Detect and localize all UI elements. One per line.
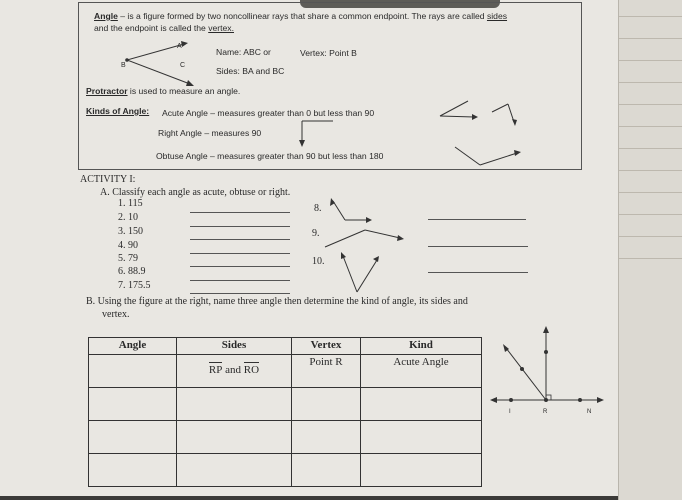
point-b-label: B <box>121 62 126 69</box>
acute-angle-text: Acute Angle – measures greater than 0 but less than 90 <box>162 108 375 118</box>
part-b-instructions-line2: vertex. <box>102 309 130 320</box>
ray-rp: RP <box>208 364 223 376</box>
item-4: 4. 90 <box>118 240 138 251</box>
header-angle: Angle <box>89 338 177 355</box>
part-b-instructions: B. Using the figure at the right, name three angle then determine the kind of angle, its sides and <box>86 296 468 307</box>
obtuse-angle-text: Obtuse Angle – measures greater than 90 but less than 180 <box>156 151 384 161</box>
activity-title: ACTIVITY I: <box>80 174 136 185</box>
right-angle-text: Right Angle – measures 90 <box>158 128 262 138</box>
header-vertex: Vertex <box>292 338 361 355</box>
protractor-definition: is used to measure an angle. <box>127 86 241 96</box>
header-sides: Sides <box>177 338 292 355</box>
angle-definition-text: – is a figure formed by two noncollinear rays that share a common endpoint. The rays are called <box>117 11 487 21</box>
item-1: 1. 115 <box>118 198 143 209</box>
sides-term: sides <box>486 11 508 21</box>
figure-label-n: N <box>587 409 592 415</box>
header-kind: Kind <box>361 338 482 355</box>
point-a-label: A <box>177 43 182 50</box>
item-7: 7. 175.5 <box>118 280 151 291</box>
item-2: 2. 10 <box>118 212 138 223</box>
item-6: 6. 88.9 <box>118 266 146 277</box>
item-10: 10. <box>312 256 325 267</box>
angle-name-text: Name: ABC or <box>216 47 271 57</box>
figure-label-r: R <box>543 409 548 415</box>
item-3: 3. 150 <box>118 226 143 237</box>
cell-kind-1[interactable]: Acute Angle <box>361 355 482 388</box>
angle-term: Angle <box>94 11 118 21</box>
notebook-edge <box>618 0 682 500</box>
item-5: 5. 79 <box>118 253 138 264</box>
vertex-term: vertex. <box>208 23 234 33</box>
vertex-definition-text: and the endpoint is called the <box>94 23 209 33</box>
part-a-instructions: A. Classify each angle as acute, obtuse or right. <box>100 187 291 198</box>
sides-and: and <box>222 364 244 376</box>
item-8: 8. <box>314 203 322 214</box>
point-c-label: C <box>180 62 186 69</box>
item-9: 9. <box>312 228 320 239</box>
protractor-term: Protractor <box>86 86 128 96</box>
ray-ro: RO <box>243 364 260 376</box>
kinds-of-angle-label: Kinds of Angle: <box>86 106 150 116</box>
angle-vertex-text: Vertex: Point B <box>300 48 357 58</box>
angle-sides-text: Sides: BA and BC <box>216 66 285 76</box>
figure-label-i: I <box>509 409 511 415</box>
cell-vertex-1[interactable]: Point R <box>292 355 361 388</box>
